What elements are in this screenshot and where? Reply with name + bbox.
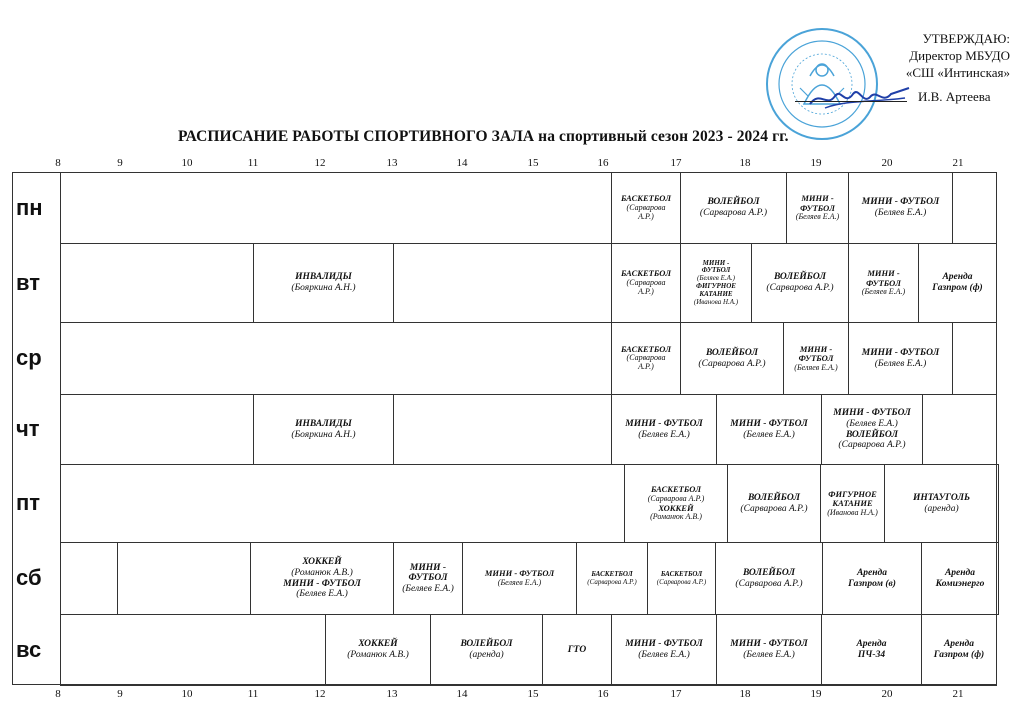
activity-name: Аренда xyxy=(942,272,973,283)
instructor-name: (Романюк А.В.) xyxy=(291,567,353,578)
day-label: ср xyxy=(16,345,42,370)
activity-name: ХОККЕЙ xyxy=(658,502,694,513)
schedule-cell xyxy=(542,614,612,686)
activity-name: МИНИ - ФУТБОЛ xyxy=(283,578,361,589)
empty-cell xyxy=(60,464,625,543)
instructor-name: (Беляев Е.А.) xyxy=(743,429,795,440)
activity-name: МИНИ - ФУТБОЛ xyxy=(484,568,555,579)
activity-name: БАСКЕТБОЛ xyxy=(660,569,703,578)
instructor-name: А.Р.) xyxy=(638,211,654,221)
schedule-cell xyxy=(680,243,752,323)
hour-label-top: 20 xyxy=(881,157,893,169)
schedule-cell xyxy=(716,394,822,465)
activity-name: Аренда xyxy=(944,567,976,578)
activity-name: ВОЛЕЙБОЛ xyxy=(846,429,898,440)
schedule-cell xyxy=(647,542,716,615)
hour-label-bottom: 10 xyxy=(181,688,193,700)
hour-label-bottom: 14 xyxy=(456,688,468,700)
empty-cell xyxy=(60,322,612,395)
instructor-name: (Сарварова xyxy=(626,353,666,363)
instructor-name: (Беляев Е.А.) xyxy=(697,274,735,283)
activity-name: ВОЛЕЙБОЛ xyxy=(460,639,513,650)
schedule-cell xyxy=(611,322,681,395)
hour-label-bottom: 8 xyxy=(55,688,61,700)
schedule-cell xyxy=(680,322,784,395)
hour-label-top: 17 xyxy=(670,157,682,169)
hour-label-bottom: 16 xyxy=(597,688,609,700)
activity-name: ИНВАЛИДЫ xyxy=(295,272,352,283)
instructor-name: (Иванова Н.А.) xyxy=(693,297,739,306)
activity-name: ПЧ-34 xyxy=(857,650,886,660)
day-label: чт xyxy=(16,416,40,441)
hour-label-bottom: 13 xyxy=(386,688,398,700)
approval-label: УТВЕРЖДАЮ: xyxy=(922,31,1010,46)
instructor-name: (Беляев Е.А.) xyxy=(874,358,927,369)
instructor-name: (Сарварова А.Р.) xyxy=(735,578,803,589)
day-label: сб xyxy=(16,565,42,590)
activity-name: ФУТБОЛ xyxy=(408,573,448,584)
schedule-cell xyxy=(921,614,997,686)
hour-label-top: 19 xyxy=(810,157,822,169)
day-label: вс xyxy=(16,636,42,662)
hour-label-top: 9 xyxy=(117,157,123,169)
activity-name: МИНИ - ФУТБОЛ xyxy=(625,418,703,429)
schedule-cell xyxy=(715,542,823,615)
activity-name: КАТАНИЕ xyxy=(699,289,733,298)
schedule-cell xyxy=(611,614,717,686)
empty-cell xyxy=(60,542,118,615)
instructor-name: (Сарварова А.Р.) xyxy=(740,503,808,514)
hour-label-bottom: 19 xyxy=(810,688,822,700)
schedule-cell xyxy=(821,614,922,686)
schedule-cell xyxy=(253,243,394,323)
instructor-name: (Беляев Е.А.) xyxy=(402,583,454,594)
schedule-cell xyxy=(848,172,953,244)
director-signature xyxy=(805,82,915,114)
day-label: вт xyxy=(16,269,41,295)
instructor-name: (Беляев Е.А.) xyxy=(743,650,795,660)
day-label: пн xyxy=(16,194,43,220)
instructor-name: (Беляев Е.А.) xyxy=(794,362,838,372)
activity-name: МИНИ - xyxy=(867,268,900,278)
hour-label-top: 12 xyxy=(314,157,326,169)
hour-label-top: 10 xyxy=(181,157,193,169)
approval-org: «СШ «Интинская» xyxy=(905,65,1010,80)
schedule-cell xyxy=(783,322,849,395)
instructor-name: (Беляев Е.А.) xyxy=(846,418,898,429)
instructor-name: (Сарварова А.Р.) xyxy=(699,208,768,218)
schedule-cell xyxy=(430,614,543,686)
schedule-cell xyxy=(611,172,681,244)
activity-name: МИНИ - ФУТБОЛ xyxy=(730,418,808,429)
hour-label-bottom: 18 xyxy=(739,688,751,700)
instructor-name: (Романюк А.В.) xyxy=(347,650,409,660)
instructor-name: (Бояркина А.Н.) xyxy=(291,283,356,293)
signature-line xyxy=(795,101,907,102)
empty-cell xyxy=(393,394,612,465)
empty-cell xyxy=(60,243,254,323)
schedule-cell xyxy=(680,172,787,244)
activity-name: ИНТАУГОЛЬ xyxy=(912,492,971,503)
schedule-cell xyxy=(393,542,463,615)
activity-name: БАСКЕТБОЛ xyxy=(650,484,702,495)
activity-name: ВОЛЕЙБОЛ xyxy=(748,492,800,503)
schedule-cell xyxy=(884,464,999,543)
schedule-cell xyxy=(253,394,394,465)
schedule-cell xyxy=(624,464,728,543)
approval-signer: И.В. Артеева xyxy=(918,89,991,104)
hour-label-bottom: 9 xyxy=(117,688,123,700)
instructor-name: (Романюк А.В.) xyxy=(650,512,702,522)
activity-name: Комиэнерго xyxy=(935,578,985,589)
activity-name: МИНИ - ФУТБОЛ xyxy=(833,408,911,419)
instructor-name: (Беляев Е.А.) xyxy=(861,287,906,297)
activity-name: ВОЛЕЙБОЛ xyxy=(774,272,826,283)
hour-label-top: 16 xyxy=(597,157,609,169)
schedule-cell xyxy=(611,394,717,465)
schedule-cell xyxy=(822,542,922,615)
hour-label-bottom: 20 xyxy=(881,688,893,700)
instructor-name: (аренда) xyxy=(924,503,959,514)
activity-name: БАСКЕТБОЛ xyxy=(591,569,633,578)
instructor-name: (Беляев Е.А.) xyxy=(638,650,690,660)
empty-cell xyxy=(922,394,997,465)
schedule-cell xyxy=(921,542,999,615)
schedule-cell xyxy=(576,542,648,615)
activity-name: ФИГУРНОЕ xyxy=(696,282,736,290)
schedule-cell xyxy=(325,614,431,686)
schedule-cell xyxy=(716,614,822,686)
activity-name: Газпром (ф) xyxy=(933,650,985,660)
schedule-cell xyxy=(848,322,953,395)
hour-label-top: 14 xyxy=(456,157,468,169)
hour-label-top: 8 xyxy=(55,157,61,169)
activity-name: ФУТБОЛ xyxy=(798,353,834,364)
approval-block xyxy=(880,30,1010,81)
hour-label-bottom: 12 xyxy=(314,688,326,700)
activity-name: ФИГУРНОЕ xyxy=(828,488,877,499)
hour-label-top: 15 xyxy=(527,157,539,169)
instructor-name: (аренда) xyxy=(469,650,504,660)
activity-name: МИНИ - ФУТБОЛ xyxy=(861,197,940,208)
instructor-name: (Бояркина А.Н.) xyxy=(291,429,356,440)
instructor-name: (Иванова Н.А.) xyxy=(827,507,878,517)
schedule-cell xyxy=(786,172,849,244)
schedule-cell xyxy=(751,243,849,323)
schedule-cell xyxy=(918,243,997,323)
instructor-name: (Сарварова А.Р.) xyxy=(656,577,707,586)
hour-label-top: 21 xyxy=(952,157,964,169)
instructor-name: (Сарварова xyxy=(626,202,666,212)
activity-name: МИНИ - ФУТБОЛ xyxy=(861,347,940,358)
empty-cell xyxy=(60,172,612,244)
activity-name: МИНИ - xyxy=(801,193,834,203)
activity-name: БАСКЕТБОЛ xyxy=(620,343,672,354)
activity-name: МИНИ - xyxy=(799,343,833,354)
activity-name: Газпром (в) xyxy=(848,578,896,589)
activity-name: ГТО xyxy=(567,644,587,655)
instructor-name: А.Р.) xyxy=(638,286,654,296)
schedule-cell xyxy=(462,542,577,615)
instructor-name: (Сарварова А.Р.) xyxy=(647,493,705,503)
instructor-name: (Беляев Е.А.) xyxy=(874,208,927,218)
activity-name: МИНИ - ФУТБОЛ xyxy=(625,639,703,650)
activity-name: БАСКЕТБОЛ xyxy=(620,193,672,204)
empty-cell xyxy=(952,322,997,395)
hour-label-bottom: 17 xyxy=(670,688,682,700)
empty-cell xyxy=(117,542,251,615)
activity-name: ХОККЕЙ xyxy=(302,557,342,568)
activity-name: ХОККЕЙ xyxy=(358,639,398,650)
instructor-name: (Сарварова А.Р.) xyxy=(698,358,766,369)
instructor-name: (Сарварова А.Р.) xyxy=(766,283,834,293)
hour-label-bottom: 15 xyxy=(527,688,539,700)
schedule-cell xyxy=(821,394,923,465)
activity-name: Газпром (ф) xyxy=(932,283,983,293)
activity-name: ИНВАЛИДЫ xyxy=(295,418,352,429)
empty-cell xyxy=(393,243,612,323)
activity-name: БАСКЕТБОЛ xyxy=(620,268,672,279)
instructor-name: (Беляев Е.А.) xyxy=(795,212,840,222)
schedule-cell xyxy=(848,243,919,323)
activity-name: ВОЛЕЙБОЛ xyxy=(743,567,795,578)
day-label: пт xyxy=(16,490,41,515)
activity-name: Аренда xyxy=(856,639,887,650)
schedule-cell xyxy=(611,243,681,323)
instructor-name: (Сарварова А.Р.) xyxy=(587,577,637,586)
hour-label-top: 18 xyxy=(739,157,751,169)
activity-name: МИНИ - xyxy=(702,258,730,267)
instructor-name: (Сарварова xyxy=(626,277,666,287)
hour-label-bottom: 21 xyxy=(952,688,964,700)
page-title: РАСПИСАНИЕ РАБОТЫ СПОРТИВНОГО ЗАЛА на спортивный сезон 2023 - 2024 гг. xyxy=(178,128,789,145)
schedule-cell xyxy=(250,542,394,615)
schedule-cell xyxy=(820,464,885,543)
instructor-name: А.Р.) xyxy=(638,362,654,372)
activity-name: ВОЛЕЙБОЛ xyxy=(706,347,758,358)
activity-name: ВОЛЕЙБОЛ xyxy=(707,197,760,208)
hour-label-top: 11 xyxy=(247,157,259,169)
activity-name: МИНИ - xyxy=(409,562,447,573)
activity-name: ФУТБОЛ xyxy=(800,202,835,213)
empty-cell xyxy=(60,394,254,465)
activity-name: ФУТБОЛ xyxy=(866,277,901,288)
instructor-name: (Беляев Е.А.) xyxy=(497,577,542,587)
hour-label-bottom: 11 xyxy=(247,688,259,700)
activity-name: Аренда xyxy=(943,639,975,650)
instructor-name: (Беляев Е.А.) xyxy=(296,589,348,600)
approval-position: Директор МБУДО xyxy=(909,48,1010,63)
schedule-cell xyxy=(727,464,821,543)
instructor-name: (Беляев Е.А.) xyxy=(638,429,690,440)
activity-name: Аренда xyxy=(856,567,888,578)
empty-cell xyxy=(60,614,326,686)
activity-name: ФУТБОЛ xyxy=(701,266,731,275)
hour-label-top: 13 xyxy=(386,157,398,169)
instructor-name: (Сарварова А.Р.) xyxy=(838,440,906,451)
activity-name: КАТАНИЕ xyxy=(832,498,873,509)
activity-name: МИНИ - ФУТБОЛ xyxy=(730,639,808,650)
empty-cell xyxy=(952,172,997,244)
